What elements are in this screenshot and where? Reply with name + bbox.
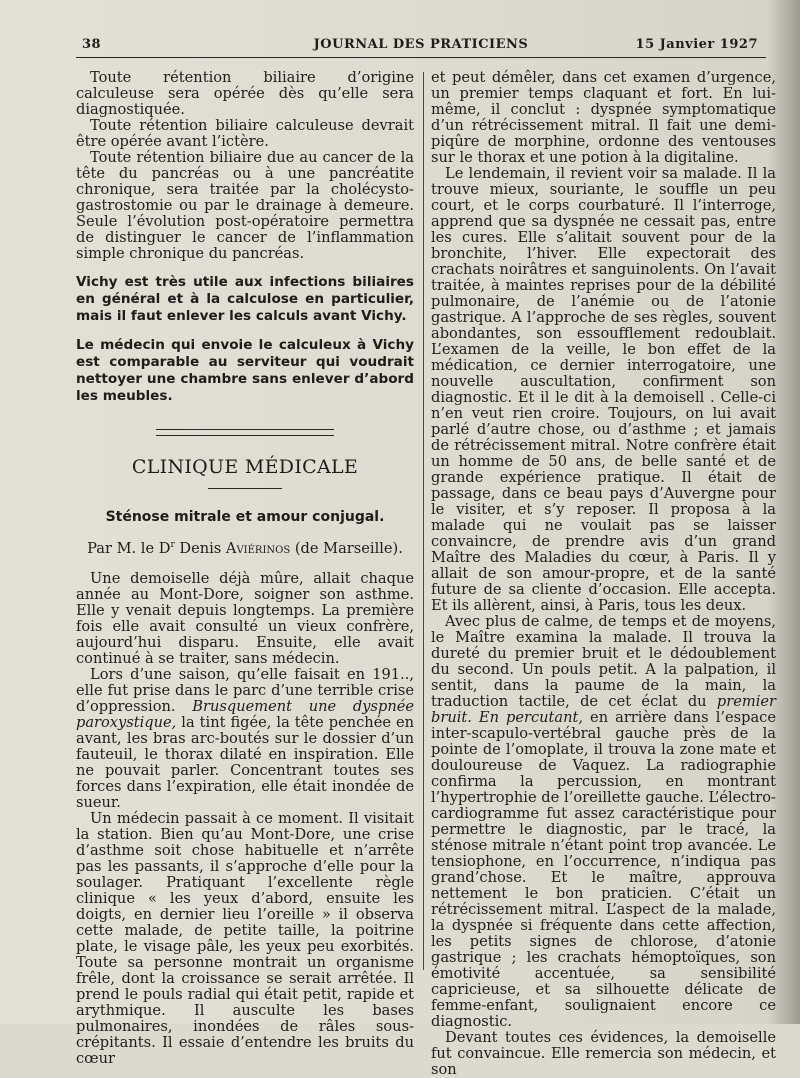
text-run: la tint figée, la tête penchée en avant, les bras arc-boutés sur le dossier d’un fauteuil, le thorax dilaté en inspiration. Elle ne pouvait parler. Concentrant toutes ses forces dans l’expiration, elle était inondée de sueur. — [76, 713, 414, 811]
italic-run: Brusquement une dyspnée paroxystique, — [76, 697, 414, 731]
byline-prefix: Par M. le D — [87, 539, 171, 557]
paragraph: Toute rétention biliaire d’origine calculeuse sera opérée dès qu’elle sera diagnostiquée. — [76, 69, 414, 118]
paragraph — [431, 614, 776, 1030]
text-run: en arrière dans l’espace inter-scapulo-vertébral gauche près de la pointe de l’omoplate, il trouva la zone mate et douloureuse de Vaquez. La radiographie confirma la percussion, en montrant l’hypertrophie de l’oreillette gauche. L’électro-cardiogramme fut assez caractéristique pour permettre le diagnostic, par le tracé, la sténose mitrale n’étant point trop avancée. Le tensiophone, en l’occurrence, n’indiqua pas grand’chose. Et le maître, approuva nettement le bon praticien. C’était un rétrécissement mitral. L’aspect de la malade, la dyspnée si fréquente dans cette affection, les petits signes de chlorose, d’atonie gastrique ; les crachats hémoptoïques, son émotivité accentuée, sa sensibilité capricieuse, et sa silhouette délicate de femme-enfant, soulignaient encore ce diagnostic. — [431, 709, 776, 1030]
byline — [76, 537, 414, 557]
journal-title: JOURNAL DES PRATICIENS — [313, 37, 529, 52]
paragraph — [76, 667, 414, 811]
paragraph: Toute rétention biliaire due au cancer de la tête du pancréas ou à une pancréatite chronique, sera traitée par la cholécysto-gastrostomie ou par le drainage à demeure. Seule l’évolution post-opératoire permettra de distinguer le cancer de l’inflammation simple chronique du pancréas. — [76, 149, 414, 262]
section-title-rule — [208, 488, 282, 489]
paragraph: Un médecin passait à ce moment. Il visitait la station. Bien qu’au Mont-Dore, une crise d’asthme soit chose habituelle et n’arrête pas les passants, il s’approche d’elle pour la soulager. Pratiquant l’excellente règle clinique « les yeux d’abord, ensuite les doigts, en dernier lieu l’oreille » il observa cette malade, de petite taille, la poitrine plate, le visage pâle, les yeux peu exorbités. Toute sa personne montrait un organisme frêle, dont la croissance se serait arrêtée. Il prend le pouls radial qui était petit, rapide et arythmique. Il ausculte les bases pulmonaires, inondées de râles sous-crépitants. Il essaie d’entendre les bruits du cœur — [76, 809, 414, 1067]
italic-run: premier bruit. En percutant, — [431, 693, 776, 726]
byline-surname: Aviérinos — [225, 539, 291, 557]
header-rule — [76, 57, 766, 58]
section-double-rule — [156, 429, 334, 436]
spacer — [76, 557, 414, 571]
paragraph: et peut démêler, dans cet examen d’urgence, un premier temps claquant et fort. En lui-même, il conclut : dyspnée symptomatique d’un rétrécissement mitral. Il fait une demi-piqûre de morphine, ordonne des ventouses sur le thorax et une potion à la digitaline. — [431, 69, 776, 166]
text-run: Lors d’une saison, qu’elle faisait en 191.., elle fut prise dans le parc d’une terrible crise d’oppression. — [76, 665, 414, 715]
byline-firstname: Denis — [174, 539, 226, 557]
article-title: Sténose mitrale et amour conjugal. — [105, 509, 385, 525]
byline-suffix: (de Marseille). — [290, 539, 403, 557]
bold-paragraph: Vichy est très utile aux infections biliaires en général et à la calculose en particulier, mais il faut enlever les calculs avant Vichy. — [76, 274, 414, 324]
right-column — [431, 70, 776, 1078]
paragraph: Une demoiselle déjà mûre, allait chaque année au Mont-Dore, soigner son asthme. Elle y venait depuis longtemps. La première fois elle avait consulté un vieux confrère, aujourd’hui disparu. Ensuite, elle avait continué à se traiter, sans médecin. — [76, 569, 414, 667]
byline-sup: r — [170, 540, 175, 550]
bold-paragraph: Le médecin qui envoie le calculeux à Vichy est comparable au serviteur qui voudrait nettoyer une chambre sans enlever d’abord les meubles. — [76, 337, 414, 404]
paragraph: Devant toutes ces évidences, la demoiselle fut convaincue. Elle remercia son médecin, et son — [431, 1029, 776, 1078]
issue-date: 15 Janvier 1927 — [635, 37, 758, 52]
page-number: 38 — [82, 37, 102, 52]
paragraph: Le lendemain, il revient voir sa malade. Il la trouve mieux, souriante, le souffle un peu court, et le corps courbaturé. Il l’interroge, apprend que sa dyspnée ne cessait pas, entre les cures. Elle s’alitait souvent pour de la bronchite, l’hiver. Elle expectorait des crachats noirâtres et sanguinolents. On l’avait traitée, à maintes reprises pour de la débilité pulmonaire, de l’anémie ou de l’atonie gastrique. A l’approche de ses règles, souvent abondantes, son essoufflement redoublait. L’examen de la veille, le bon effet de la médication, ce dernier interrogatoire, une nouvelle auscultation, confirment son diagnostic. Et il le dit à la demoisell . Celle-ci n’en veut rien croire. Toujours, on lui avait parlé d’autre chose, ou d’asthme ; et jamais de rétrécissement mitral. Notre confrère était un homme de 50 ans, de belle santé et de grande expérience pratique. Il était de passage, dans ce beau pays d’Auvergne pour le visiter, et s’y reposer. Il proposa à la malade qui ne voulait pas se laisser convaincre, de prendre avis d’un grand Maître des Maladies du cœur, à Paris. Il y allait de son amour-propre, et de la santé future de sa cliente d’occasion. Elle accepta. Et ils allèrent, ainsi, à Paris, tous les deux. — [431, 165, 776, 614]
column-divider — [423, 72, 424, 970]
paragraph: Toute rétention biliaire calculeuse devrait être opérée avant l’ictère. — [76, 117, 414, 150]
text-run: Avec plus de calme, de temps et de moyens, le Maître examina la malade. Il trouva la dureté du premier bruit et le dédoublement du second. Un pouls petit. A la palpation, il sentit, dans la paume de la main, la traduction tactile, de cet éclat du — [431, 613, 776, 710]
section-title: CLINIQUE MÉDICALE — [131, 456, 359, 478]
left-column — [76, 70, 414, 1067]
running-header — [76, 35, 766, 55]
